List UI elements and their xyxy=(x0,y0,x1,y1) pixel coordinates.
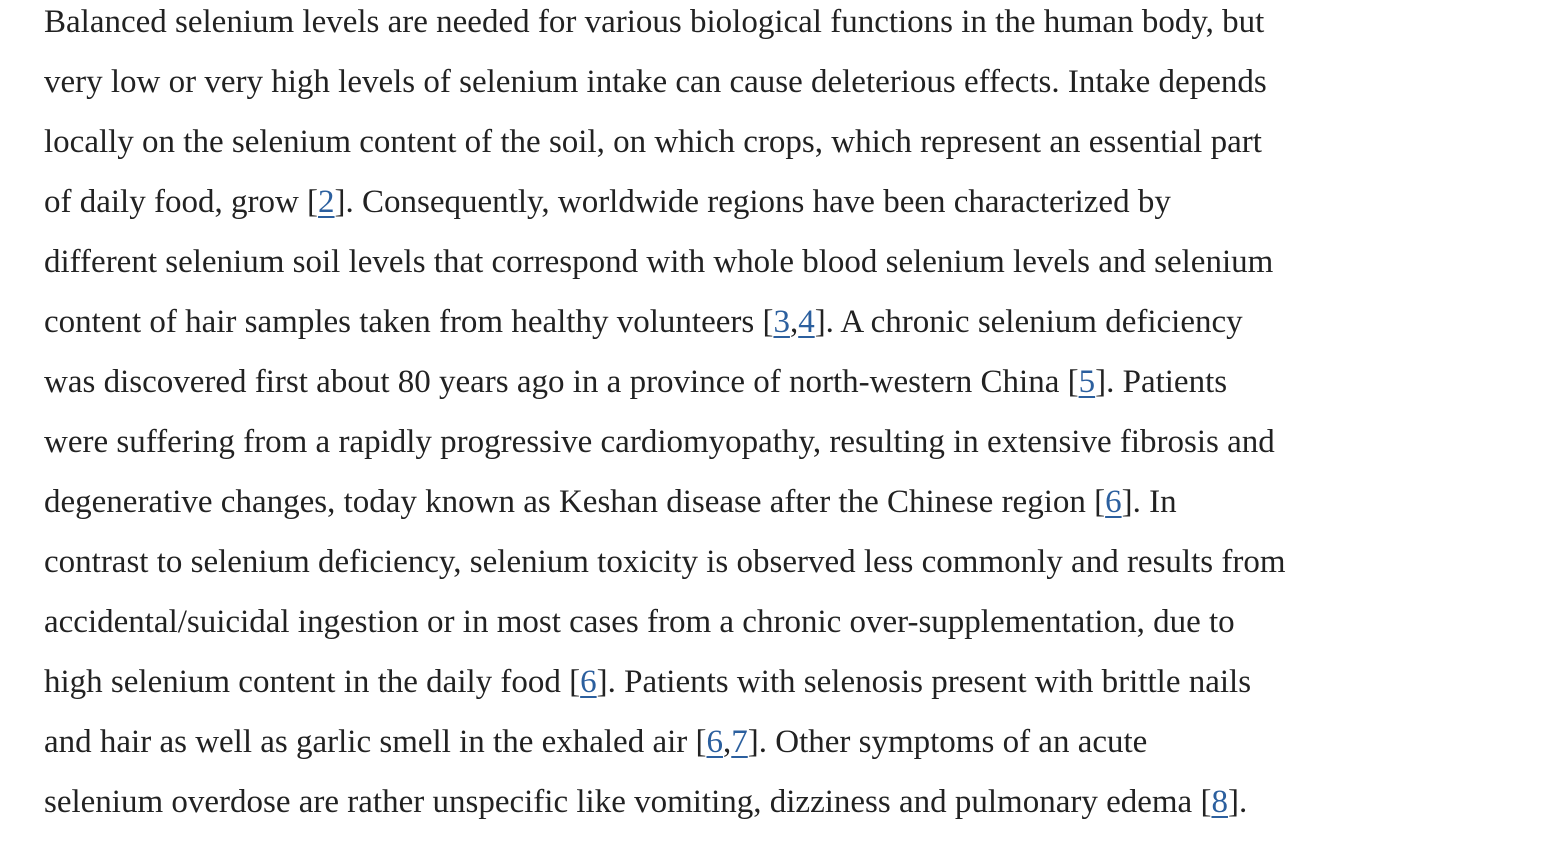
text-segment: of daily food, grow [ xyxy=(44,184,319,220)
text-segment: , xyxy=(789,304,799,340)
text-segment: accidental/suicidal ingestion or in most cases from a chronic over-supplementation, due to xyxy=(44,604,1235,640)
text-line xyxy=(44,240,1514,300)
citation-link[interactable]: 8 xyxy=(1211,784,1228,820)
text-segment: ]. xyxy=(1227,784,1248,820)
text-line xyxy=(44,660,1514,720)
text-line xyxy=(44,300,1514,360)
text-segment: content of hair samples taken from healthy volunteers [ xyxy=(44,304,774,340)
citation-link[interactable]: 7 xyxy=(731,724,748,760)
citation-link[interactable]: 5 xyxy=(1078,364,1096,400)
text-segment: , xyxy=(723,724,732,760)
text-segment: ]. Patients with selenosis present with brittle nails xyxy=(596,664,1252,700)
text-segment: ]. In xyxy=(1121,484,1177,520)
body-paragraph xyxy=(44,0,1514,840)
text-line xyxy=(44,600,1514,660)
citation-link[interactable]: 3 xyxy=(773,304,790,340)
text-segment: ]. A chronic selenium deficiency xyxy=(814,304,1243,340)
text-line xyxy=(44,780,1514,840)
text-segment: different selenium soil levels that correspond with whole blood selenium levels and selenium xyxy=(44,244,1274,280)
text-segment: locally on the selenium content of the soil, on which crops, which represent an essential part xyxy=(44,124,1262,160)
text-segment: selenium overdose are rather unspecific like vomiting, dizziness and pulmonary edema [ xyxy=(44,784,1212,820)
citation-link[interactable]: 2 xyxy=(318,184,335,220)
text-line xyxy=(44,360,1514,420)
text-segment: were suffering from a rapidly progressive cardiomyopathy, resulting in extensive fibrosis and xyxy=(44,424,1275,460)
text-line xyxy=(44,420,1514,480)
text-line xyxy=(44,0,1514,60)
text-line xyxy=(44,480,1514,540)
text-segment: Balanced selenium levels are needed for various biological functions in the human body, but xyxy=(44,4,1265,40)
text-segment: contrast to selenium deficiency, selenium toxicity is observed less commonly and results from xyxy=(44,544,1286,580)
citation-link[interactable]: 6 xyxy=(1105,484,1122,520)
text-segment: and hair as well as garlic smell in the exhaled air [ xyxy=(44,724,707,760)
text-segment: very low or very high levels of selenium intake can cause deleterious effects. Intake depends xyxy=(44,64,1267,100)
citation-link[interactable]: 6 xyxy=(706,724,723,760)
text-segment: degenerative changes, today known as Keshan disease after the Chinese region [ xyxy=(44,484,1106,520)
text-segment: high selenium content in the daily food [ xyxy=(44,664,581,700)
text-segment: ]. Consequently, worldwide regions have been characterized by xyxy=(334,184,1171,220)
text-segment: ]. Patients xyxy=(1095,364,1228,400)
citation-link[interactable]: 4 xyxy=(798,304,815,340)
text-segment: was discovered first about 80 years ago in a province of north-western China [ xyxy=(44,364,1079,400)
text-line xyxy=(44,60,1514,120)
text-line xyxy=(44,180,1514,240)
citation-link[interactable]: 6 xyxy=(580,664,597,700)
text-line xyxy=(44,720,1514,780)
text-segment: ]. Other symptoms of an acute xyxy=(747,724,1148,760)
text-line xyxy=(44,120,1514,180)
text-line xyxy=(44,540,1514,600)
